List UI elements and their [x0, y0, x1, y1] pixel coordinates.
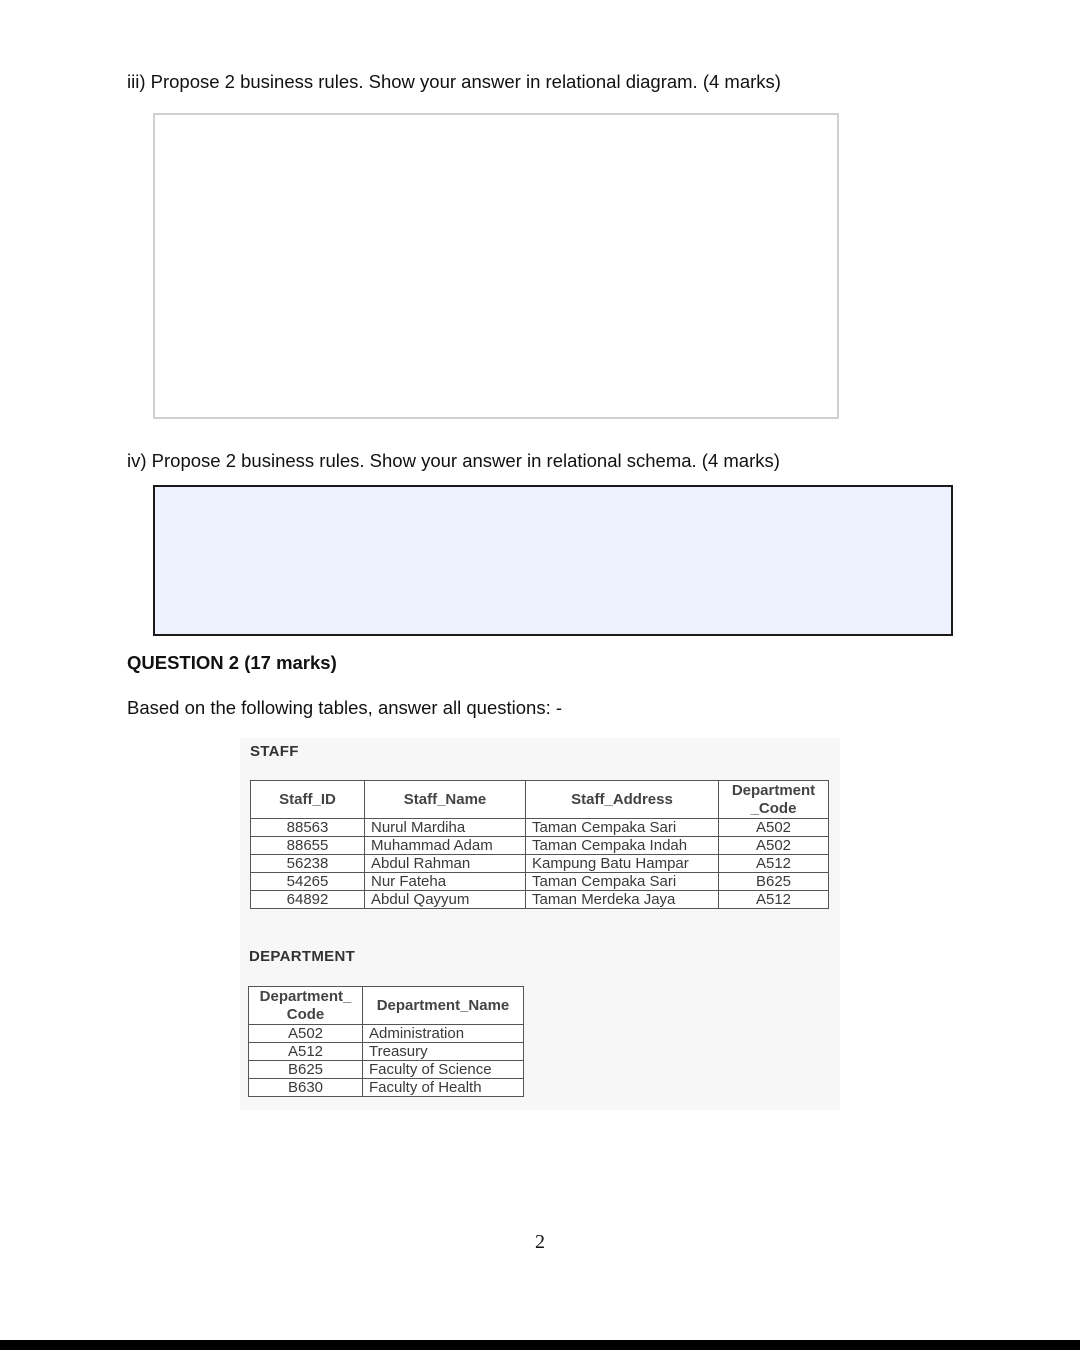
department-header-cell: Department_Name [363, 987, 524, 1025]
table-row [249, 1043, 524, 1061]
department-name-cell: Treasury [363, 1043, 524, 1061]
department-code-cell: B630 [249, 1079, 363, 1097]
department-name-cell: Faculty of Health [363, 1079, 524, 1097]
staff-name-cell: Nur Fateha [365, 873, 526, 891]
department-code-cell: A502 [249, 1025, 363, 1043]
tables-figure [240, 738, 840, 1110]
staff-dept-code-cell: A512 [719, 855, 829, 873]
table-row [249, 1025, 524, 1043]
table-row [249, 1061, 524, 1079]
staff-header-row [251, 781, 829, 819]
staff-name-cell: Nurul Mardiha [365, 819, 526, 837]
staff-header-cell: Staff_ID [251, 781, 365, 819]
department-name-cell: Faculty of Science [363, 1061, 524, 1079]
page-number: 2 [535, 1231, 545, 1253]
department-code-cell: B625 [249, 1061, 363, 1079]
staff-header-cell: Staff_Address [526, 781, 719, 819]
department-name-cell: Administration [363, 1025, 524, 1043]
staff-dept-code-cell: A512 [719, 891, 829, 909]
table-row [251, 819, 829, 837]
staff-dept-code-cell: A502 [719, 819, 829, 837]
staff-id-cell: 56238 [251, 855, 365, 873]
staff-header-cell: Department _Code [719, 781, 829, 819]
answer-box-relational-diagram[interactable] [153, 113, 839, 419]
department-table [248, 986, 524, 1097]
staff-dept-code-cell: B625 [719, 873, 829, 891]
staff-table [250, 780, 829, 909]
staff-name-cell: Abdul Rahman [365, 855, 526, 873]
staff-address-cell: Kampung Batu Hampar [526, 855, 719, 873]
table-row [251, 837, 829, 855]
department-code-cell: A512 [249, 1043, 363, 1061]
staff-id-cell: 88655 [251, 837, 365, 855]
department-header-cell: Department_ Code [249, 987, 363, 1025]
bottom-bar [0, 1340, 1080, 1350]
question-iii-text: iii) Propose 2 business rules. Show your answer in relational diagram. (4 marks) [127, 71, 781, 92]
staff-dept-code-cell: A502 [719, 837, 829, 855]
staff-id-cell: 64892 [251, 891, 365, 909]
table-row [251, 891, 829, 909]
staff-table-title: STAFF [250, 743, 299, 760]
table-row [251, 873, 829, 891]
staff-address-cell: Taman Merdeka Jaya [526, 891, 719, 909]
answer-box-relational-schema[interactable] [153, 485, 953, 636]
department-header-row [249, 987, 524, 1025]
staff-name-cell: Muhammad Adam [365, 837, 526, 855]
staff-name-cell: Abdul Qayyum [365, 891, 526, 909]
staff-address-cell: Taman Cempaka Sari [526, 873, 719, 891]
staff-address-cell: Taman Cempaka Indah [526, 837, 719, 855]
question-2-heading: QUESTION 2 (17 marks) [127, 652, 337, 673]
staff-header-cell: Staff_Name [365, 781, 526, 819]
question-2-instruction: Based on the following tables, answer all questions: - [127, 697, 563, 718]
table-row [249, 1079, 524, 1097]
staff-id-cell: 54265 [251, 873, 365, 891]
staff-address-cell: Taman Cempaka Sari [526, 819, 719, 837]
table-row [251, 855, 829, 873]
question-iv-text: iv) Propose 2 business rules. Show your answer in relational schema. (4 marks) [127, 450, 780, 471]
department-table-title: DEPARTMENT [249, 948, 356, 965]
staff-id-cell: 88563 [251, 819, 365, 837]
